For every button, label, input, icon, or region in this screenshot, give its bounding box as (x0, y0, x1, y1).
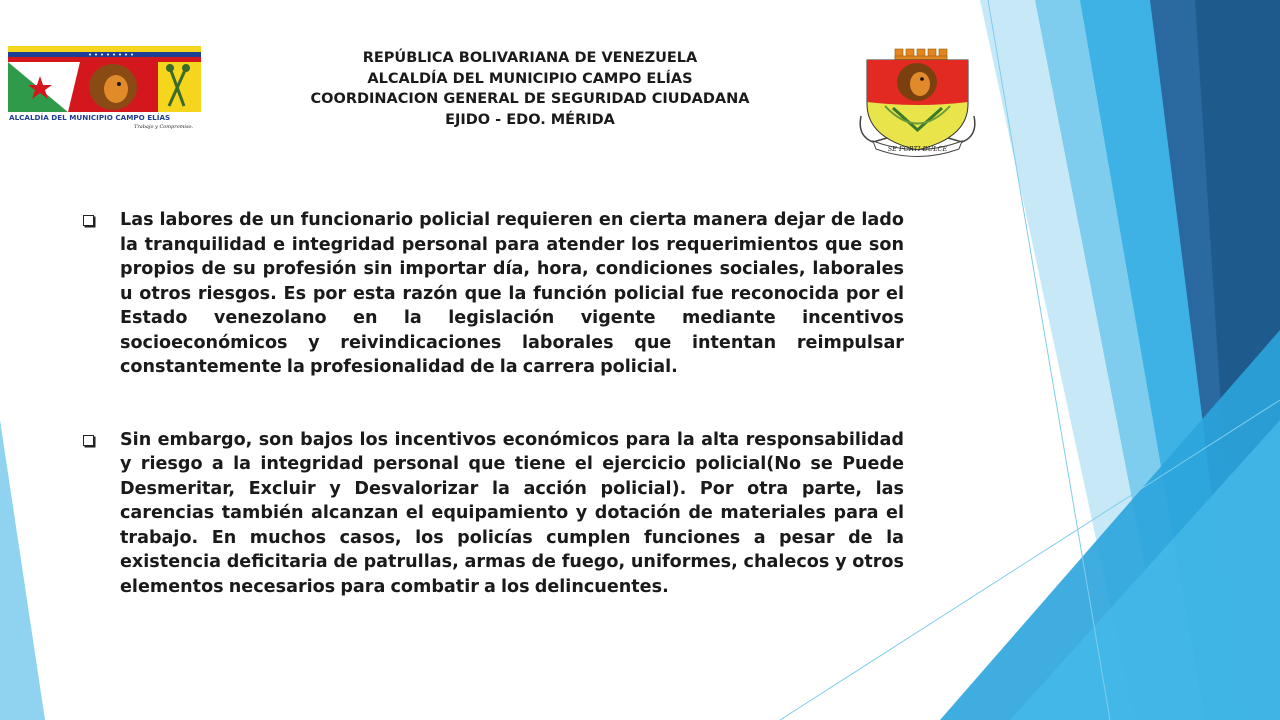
header-line-3: COORDINACION GENERAL DE SEGURIDAD CIUDADANA (310, 91, 750, 107)
logo-caption: ALCALDÍA DEL MUNICIPIO CAMPO ELÍAS (9, 113, 171, 122)
square-bullet-icon (83, 435, 94, 446)
bullet-item-2 (80, 428, 904, 600)
crest-ribbon-text: SE FORTI DULCE (887, 145, 948, 153)
square-bullet-icon (83, 215, 94, 226)
bullet-item-1 (80, 208, 904, 380)
logo-tagline: Trabajo y Compromiso. (134, 124, 194, 130)
header-line-1: REPÚBLICA BOLIVARIANA DE VENEZUELA (362, 50, 698, 66)
header-line-2: ALCALDÍA DEL MUNICIPIO CAMPO ELÍAS (367, 70, 693, 87)
coat-of-arms (855, 46, 980, 158)
municipality-logo (8, 46, 204, 132)
left-edge-shape (0, 420, 45, 720)
header-block (300, 48, 760, 130)
slide-content (80, 208, 904, 599)
bullet-text-1: Las labores de un funcionario policial requieren en cierta manera dejar de lado la tranquilidad e integridad personal para atender los requerimientos que son propios de su profesión sin importar día, hora, condiciones sociales, laborales u otros riesgos. Es por esta razón que la función policial fue reconocida por el Estado venezolano en la legislación vigente mediante incentivos socioeconómicos y reivindicaciones laborales que intentan reimpulsar constantemente la profesionalidad de la carrera policial. (120, 210, 904, 377)
header-line-4: EJIDO - EDO. MÉRIDA (445, 111, 615, 128)
bullet-text-2: Sin embargo, son bajos los incentivos económicos para la alta responsabilidad y riesgo a la integridad personal que tiene el ejercicio policial(No se Puede Desmeritar, Excluir y Desvalorizar la acción policial). Por otra parte, las carencias también alcanzan el equipamiento y dotación de materiales para el trabajo. En muchos casos, los policías cumplen funciones a pesar de la existencia deficitaria de patrullas, armas de fuego, uniformes, chalecos y otros elementos necesarios para combatir a los delincuentes. (120, 429, 904, 597)
